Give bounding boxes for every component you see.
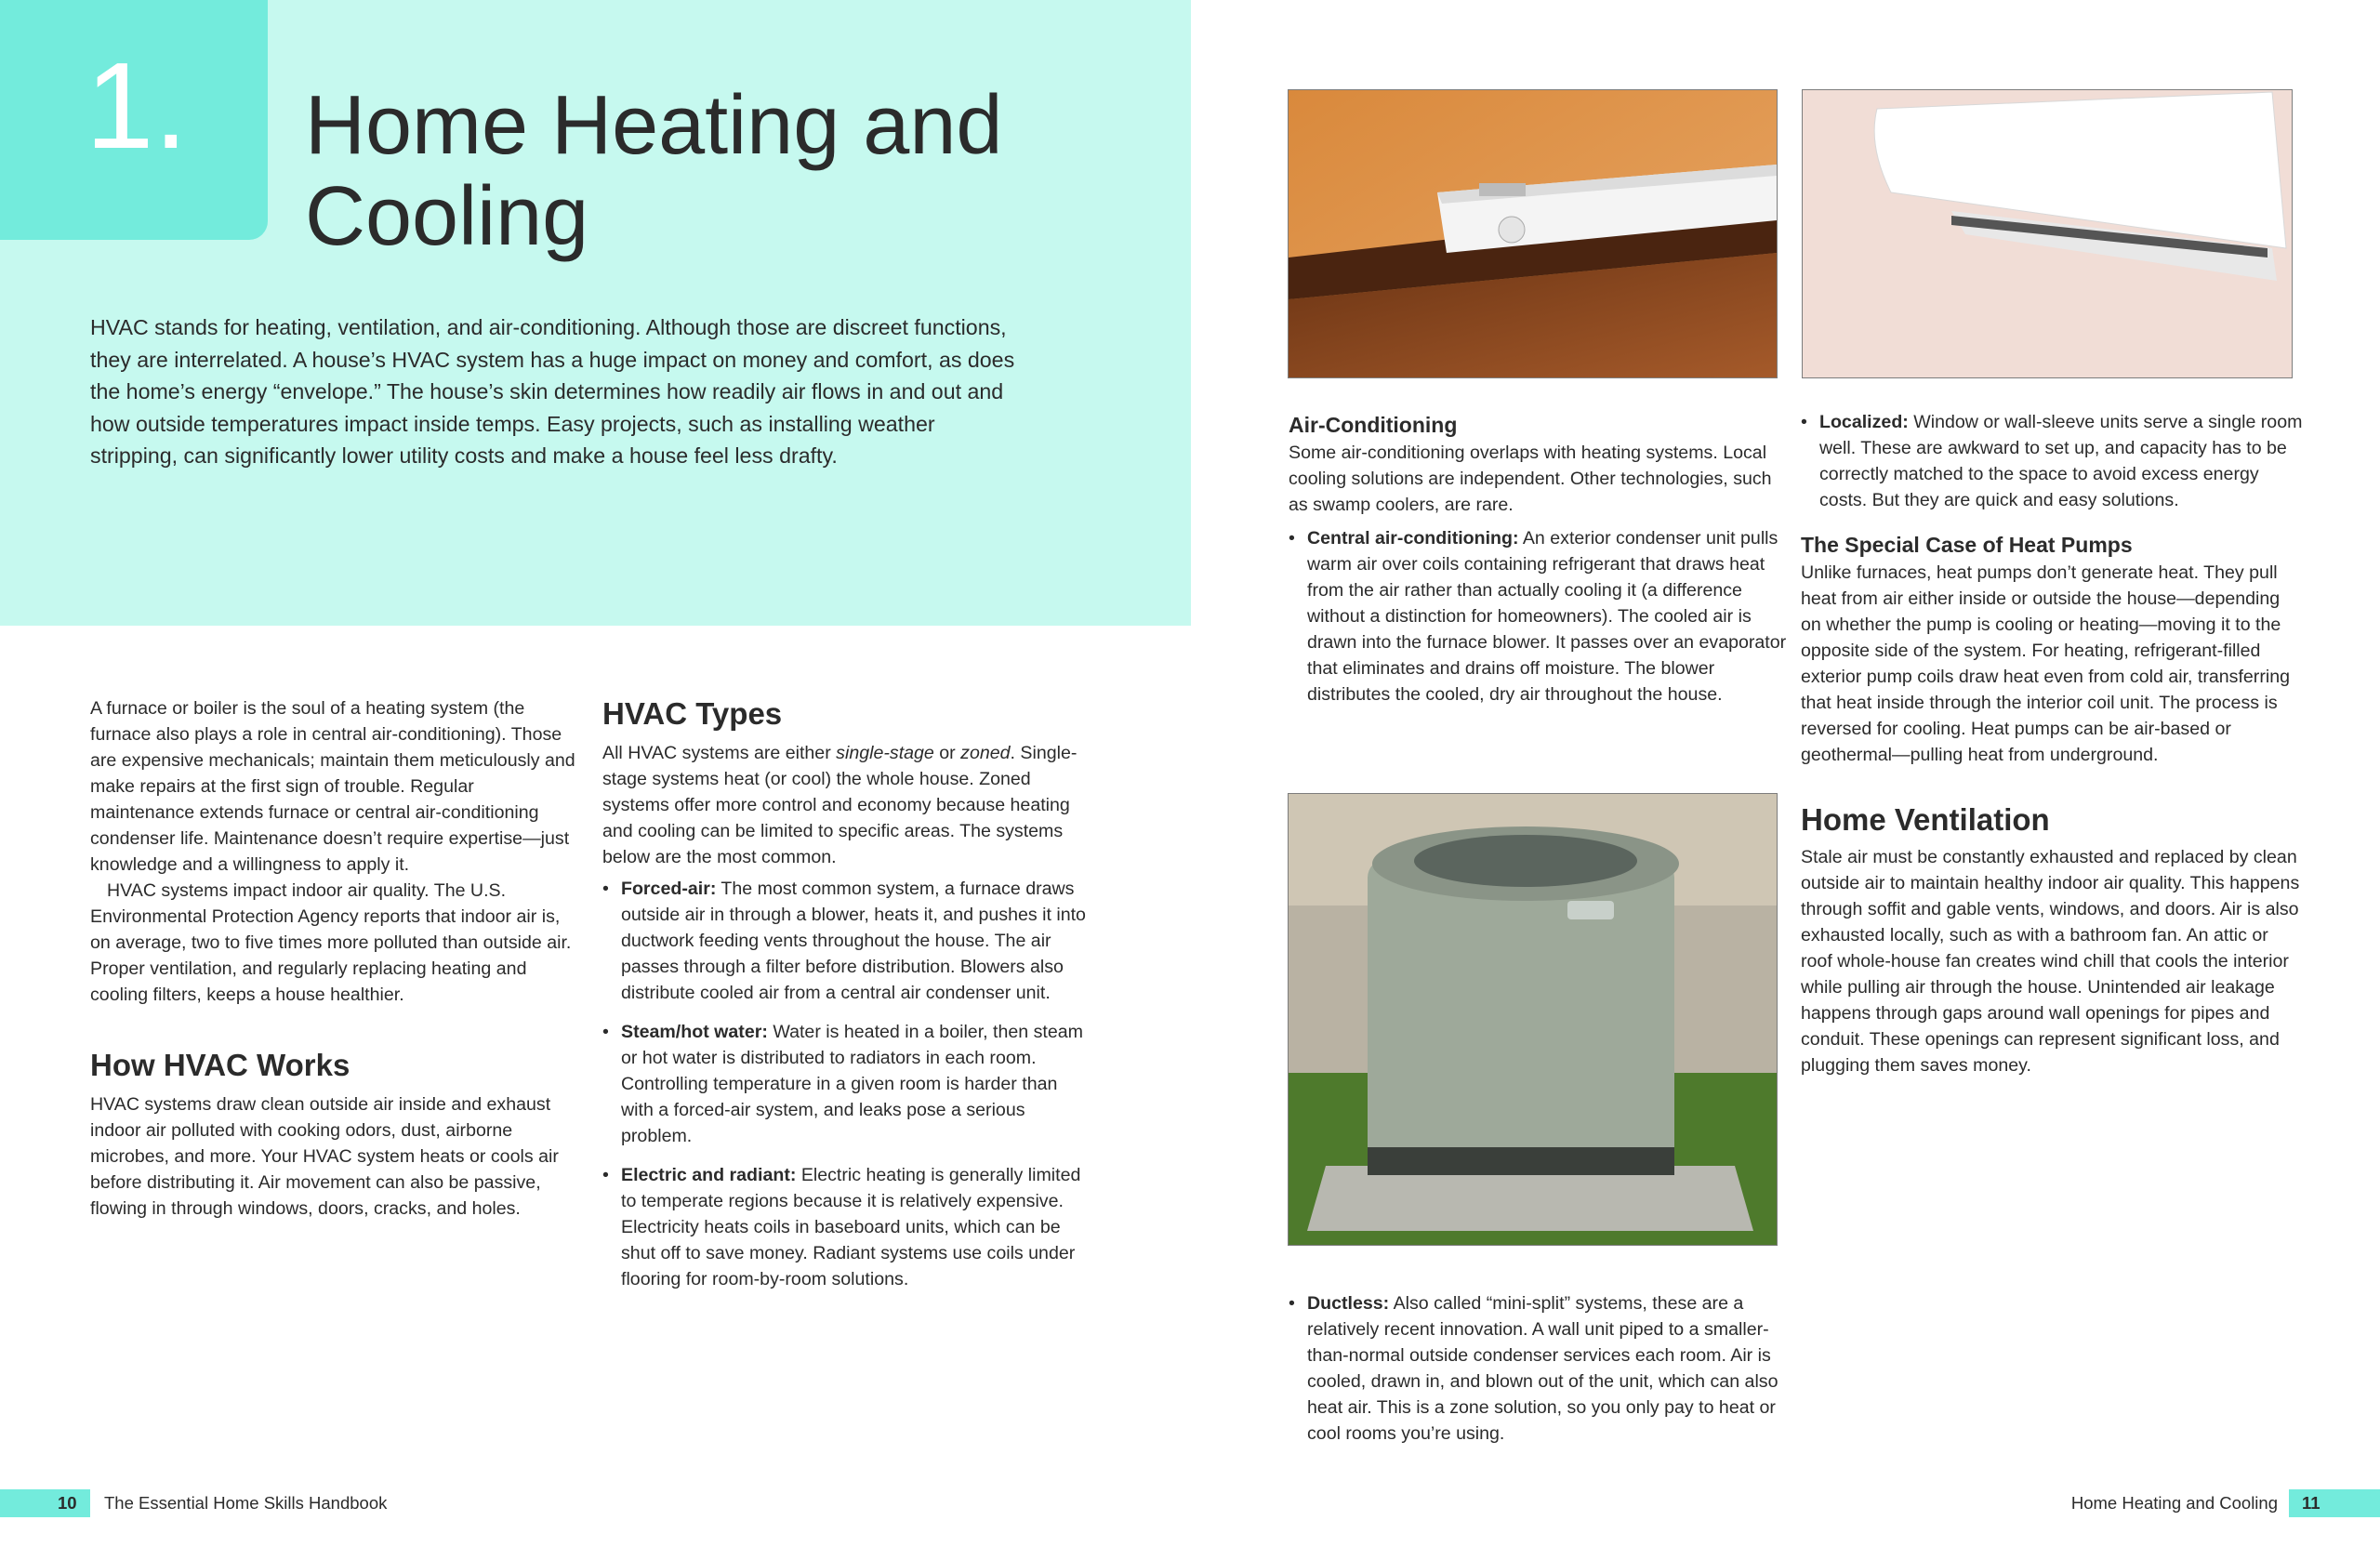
list-item-term: Ductless:: [1307, 1293, 1390, 1314]
home-ventilation-heading: Home Ventilation: [1801, 802, 2050, 837]
list-item-term: Central air-conditioning:: [1307, 528, 1519, 549]
left-paragraph-1: A furnace or boiler is the soul of a heating system (the furnace also plays a role in central air-conditioning). Those are expensive mechanicals; maintain them meticulously and make repairs at the first sign of trouble. Regular maintenance extends furnace or central air-conditioning condenser life. Maintenance doesn’t require expertise—just knowledge and a willingness to apply it.: [90, 698, 575, 875]
list-item: [1289, 525, 1791, 707]
list-item-text: An exterior condenser unit pulls warm air over coils containing refrigerant that draws heat from the air rather than actually cooling it (a difference without a distinction for homeowners). The cooled air is drawn into the furnace blower. It passes over an evaporator that eliminates and drains off moisture. The blower distributes the cooled, dry air throughout the house.: [1307, 528, 1787, 705]
right-running-head: Home Heating and Cooling: [2070, 1493, 2278, 1513]
bullet-marker: •: [602, 1022, 609, 1042]
list-item: [602, 1162, 1093, 1292]
heat-pumps-text: Unlike furnaces, heat pumps don’t generate heat. They pull heat from air either inside or outside the house—depending on whether the pump is cooling or heating—moving it to the opposite side of the system. For heating, refrigerant-filled exterior pump coils draw heat even from cold air, transferring that heat inside through the interior coil unit. The process is reversed for cooling. Heat pumps can be air-based or geothermal—pulling heat from underground.: [1801, 562, 2290, 765]
left-column: [90, 695, 579, 1222]
types-intro-em-single: single-stage: [836, 743, 934, 763]
hvac-types-column: [602, 695, 1093, 1292]
baseboard-heater-image: [1289, 90, 1777, 377]
list-item-text: The most common system, a furnace draws outside air in through a blower, heats it, and pushes it into ductwork feeding vents throughout the house. The air passes through a filter before distribution. Blowers also distribute cooled air from a central air condenser unit.: [621, 879, 1086, 1003]
home-ventilation-text: Stale air must be constantly exhausted and replaced by clean outside air to maintain healthy indoor air quality. This happens through soffit and gable vents, windows, and doors. Air is also exhausted locally, such as with a bathroom fan. An attic or roof whole-house fan creates wind chill that cools the interior while pulling air through the house. Unintended air leakage happens through gaps around wall openings for pipes and conduit. These openings can represent significant loss, and plugging them saves money.: [1801, 847, 2300, 1076]
left-running-head: The Essential Home Skills Handbook: [104, 1493, 388, 1513]
list-item: [602, 1019, 1093, 1149]
hvac-types-list: [602, 876, 1093, 1292]
chapter-title-line2: Cooling: [305, 170, 589, 263]
how-hvac-works-heading: How HVAC Works: [90, 1048, 350, 1082]
list-item: [602, 876, 1093, 1006]
list-item: [1289, 1290, 1791, 1447]
localized-list: [1801, 409, 2303, 513]
mini-split-photo: [1802, 89, 2293, 378]
chapter-title: [305, 80, 1142, 262]
types-intro-text: All HVAC systems are either: [602, 743, 837, 763]
list-item-term: Forced-air:: [621, 879, 717, 899]
left-page-number: 10: [58, 1493, 77, 1513]
bullet-marker: •: [1289, 1293, 1295, 1314]
air-conditioning-list: [1289, 525, 1791, 707]
baseboard-heater-photo: [1288, 89, 1778, 378]
list-item-text: Water is heated in a boiler, then steam or hot water is distributed to radiators in each room. Controlling temperature in a given room is harder than with a forced-air system, and leaks pose a serious problem.: [621, 1022, 1083, 1146]
right-page-number: 11: [2302, 1493, 2320, 1513]
air-conditioning-column: [1289, 412, 1791, 707]
bullet-marker: •: [602, 879, 609, 899]
air-conditioning-heading: Air-Conditioning: [1289, 413, 1458, 437]
list-item: [1801, 409, 2303, 513]
ductless-block: [1289, 1290, 1791, 1447]
how-hvac-works-text: HVAC systems draw clean outside air inside and exhaust indoor air polluted with cooking odors, dust, airborne microbes, and more. Your HVAC system heats or cools air before distributing it. Air movement can also be passive, flowing in through windows, doors, cracks, and holes.: [90, 1094, 559, 1219]
chapter-intro: HVAC stands for heating, ventilation, and air-conditioning. Although those are discreet functions, they are interrelated. A house’s HVAC system has a huge impact on money and comfort, as does the home’s energy “envelope.” The house’s skin determines how readily air flows in and out and how outside temperatures impact inside temps. Easy projects, such as installing weather stripping, can significantly lower utility costs and make a house feel less drafty.: [90, 315, 1015, 469]
condenser-unit-photo: [1288, 793, 1778, 1246]
air-conditioning-intro: Some air-conditioning overlaps with heating systems. Local cooling solutions are independent. Other technologies, such as swamp coolers, are rare.: [1289, 443, 1772, 515]
list-item-term: Localized:: [1819, 412, 1909, 432]
left-paragraph-2: HVAC systems impact indoor air quality. The U.S. Environmental Protection Agency reports that indoor air is, on average, two to five times more polluted than outside air. Proper ventilation, and regularly replacing heating and cooling filters, keeps a house healthier.: [90, 880, 572, 1005]
list-item-text: Also called “mini-split” systems, these are a relatively recent innovation. A wall unit piped to a smaller-than-normal outside condenser services each room. Air is cooled, drawn in, and blown out of the unit, which can also heat air. This is a zone solution, so you only pay to heat or cool rooms you’re using.: [1307, 1293, 1778, 1444]
list-item-text: Window or wall-sleeve units serve a single room well. These are awkward to set up, and capacity has to be correctly matched to the space to avoid excess energy costs. But they are quick and easy solutions.: [1819, 412, 2303, 510]
bullet-marker: •: [1289, 528, 1295, 549]
list-item-text: Electric heating is generally limited to temperate regions because it is relatively expensive. Electricity heats coils in baseboard units, which can be shut off to save money. Radiant systems use coils under flooring for room-by-room solutions.: [621, 1165, 1081, 1289]
list-item-term: Electric and radiant:: [621, 1165, 797, 1185]
heat-pumps-heading: The Special Case of Heat Pumps: [1801, 533, 2133, 557]
list-item-term: Steam/hot water:: [621, 1022, 768, 1042]
hvac-types-heading: HVAC Types: [602, 696, 783, 731]
hvac-types-intro: [602, 740, 1093, 870]
bullet-marker: •: [1801, 412, 1807, 432]
condenser-unit-image: [1289, 794, 1777, 1245]
ductless-list: [1289, 1290, 1791, 1447]
chapter-title-line1: Home Heating and: [305, 79, 1003, 172]
types-intro-text: . Single-stage systems heat (or cool) the whole house. Zoned systems offer more control and economy because heating and cooling can be limited to specific areas. The systems below are the most common.: [602, 743, 1078, 867]
right-column: [1801, 409, 2303, 1078]
bullet-marker: •: [602, 1165, 609, 1185]
types-intro-text: or: [933, 743, 961, 763]
types-intro-em-zoned: zoned: [960, 743, 1011, 763]
chapter-number: 1.: [86, 37, 189, 174]
mini-split-image: [1803, 90, 2292, 377]
